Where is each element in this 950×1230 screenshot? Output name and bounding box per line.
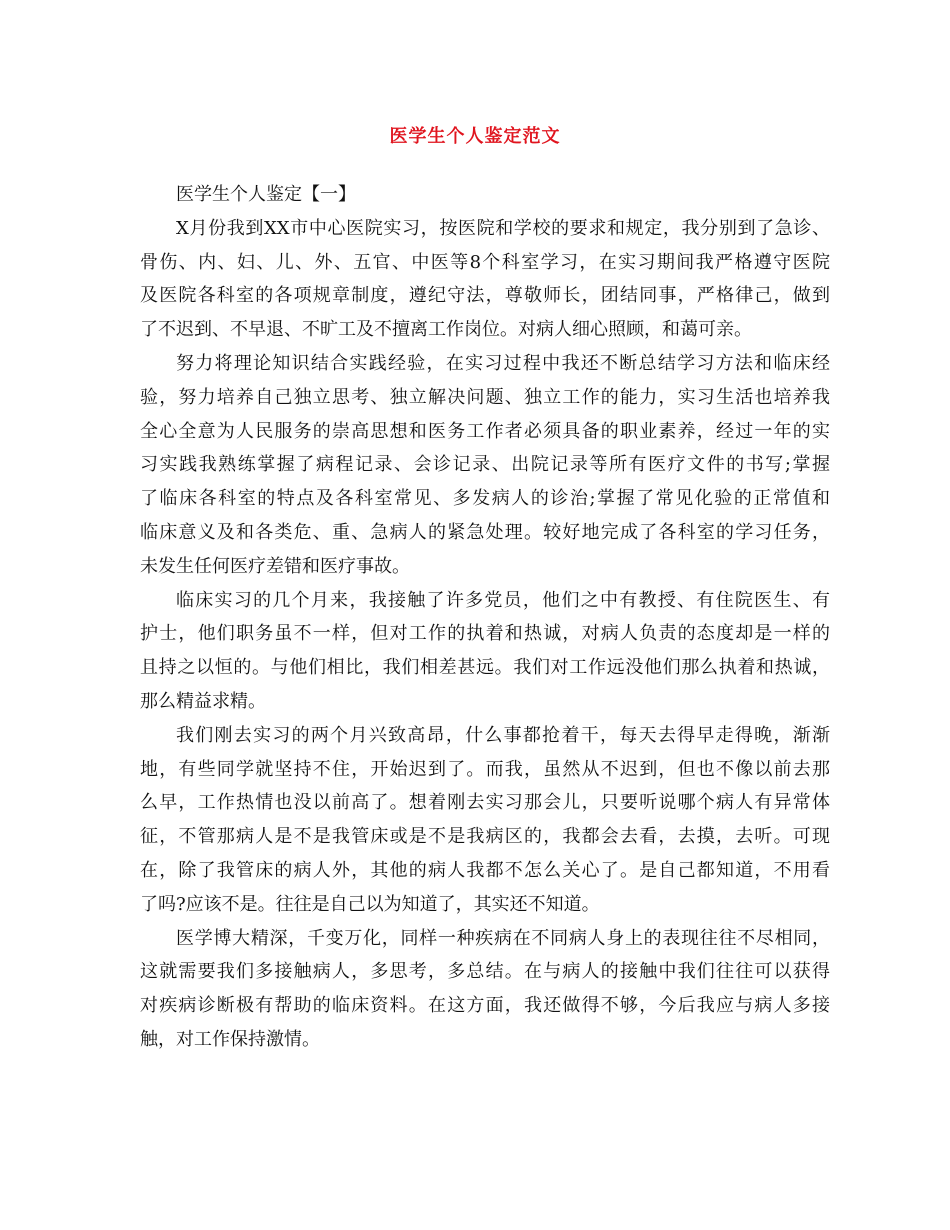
document-title: 医学生个人鉴定范文	[389, 126, 561, 147]
text-line: 临床意义及和各类危、重、急病人的紧急处理。较好地完成了各科室的学习任务，	[140, 521, 830, 543]
text-line: 临床实习的几个月来，我接触了许多党员，他们之中有教授、有住院医生、有	[176, 589, 830, 611]
text-line: 验，努力培养自己独立思考、独立解决问题、独立工作的能力，实习生活也培养我	[140, 386, 830, 408]
text-line: 且持之以恒的。与他们相比，我们相差甚远。我们对工作远没他们那么执着和热诚，	[140, 657, 830, 679]
text-line: 那么精益求精。	[140, 690, 266, 712]
text-line: 骨伤、内、妇、儿、外、五官、中医等8个科室学习，在实习期间我严格遵守医院	[140, 251, 830, 273]
text-line: 及医院各科室的各项规章制度，遵纪守法，尊敬师长，团结同事，严格律己，做到	[140, 285, 830, 307]
text-line: 征，不管那病人是不是我管床或是不是我病区的，我都会去看，去摸，去听。可现	[140, 826, 830, 848]
text-line: 么早，工作热情也没以前高了。想着刚去实习那会儿，只要听说哪个病人有异常体	[140, 792, 830, 814]
document-body	[140, 178, 830, 1057]
text-line: 了吗?应该不是。往往是自己以为知道了，其实还不知道。	[140, 893, 600, 915]
text-line: 触，对工作保持激情。	[140, 1028, 320, 1050]
text-line: 未发生任何医疗差错和医疗事故。	[140, 555, 410, 577]
text-line: X月份我到XX市中心医院实习，按医院和学校的要求和规定，我分别到了急诊、	[176, 217, 830, 239]
text-line: 在，除了我管床的病人外，其他的病人我都不怎么关心了。是自己都知道，不用看	[140, 859, 830, 881]
text-line: 地，有些同学就坚持不住，开始迟到了。而我，虽然从不迟到，但也不像以前去那	[140, 758, 830, 780]
text-line: 医学生个人鉴定【一】	[176, 184, 356, 205]
text-line: 对疾病诊断极有帮助的临床资料。在这方面，我还做得不够，今后我应与病人多接	[140, 995, 830, 1017]
text-line: 医学博大精深，千变万化，同样一种疾病在不同病人身上的表现往往不尽相同，	[176, 927, 830, 949]
text-line: 了不迟到、不早退、不旷工及不擅离工作岗位。对病人细心照顾，和蔼可亲。	[140, 319, 752, 341]
text-line: 护士，他们职务虽不一样，但对工作的执着和热诚，对病人负责的态度却是一样的	[140, 623, 830, 645]
text-line: 全心全意为人民服务的崇高思想和医务工作者必须具备的职业素养，经过一年的实	[140, 420, 830, 442]
text-line: 习实践我熟练掌握了病程记录、会诊记录、出院记录等所有医疗文件的书写;掌握	[140, 454, 830, 476]
text-line: 努力将理论知识结合实践经验，在实习过程中我还不断总结学习方法和临床经	[176, 352, 830, 374]
text-line: 这就需要我们多接触病人，多思考，多总结。在与病人的接触中我们往往可以获得	[140, 961, 830, 983]
text-line: 了临床各科室的特点及各科室常见、多发病人的诊治;掌握了常见化验的正常值和	[140, 488, 830, 510]
text-line: 我们刚去实习的两个月兴致高昂，什么事都抢着干，每天去得早走得晚，渐渐	[176, 724, 830, 746]
